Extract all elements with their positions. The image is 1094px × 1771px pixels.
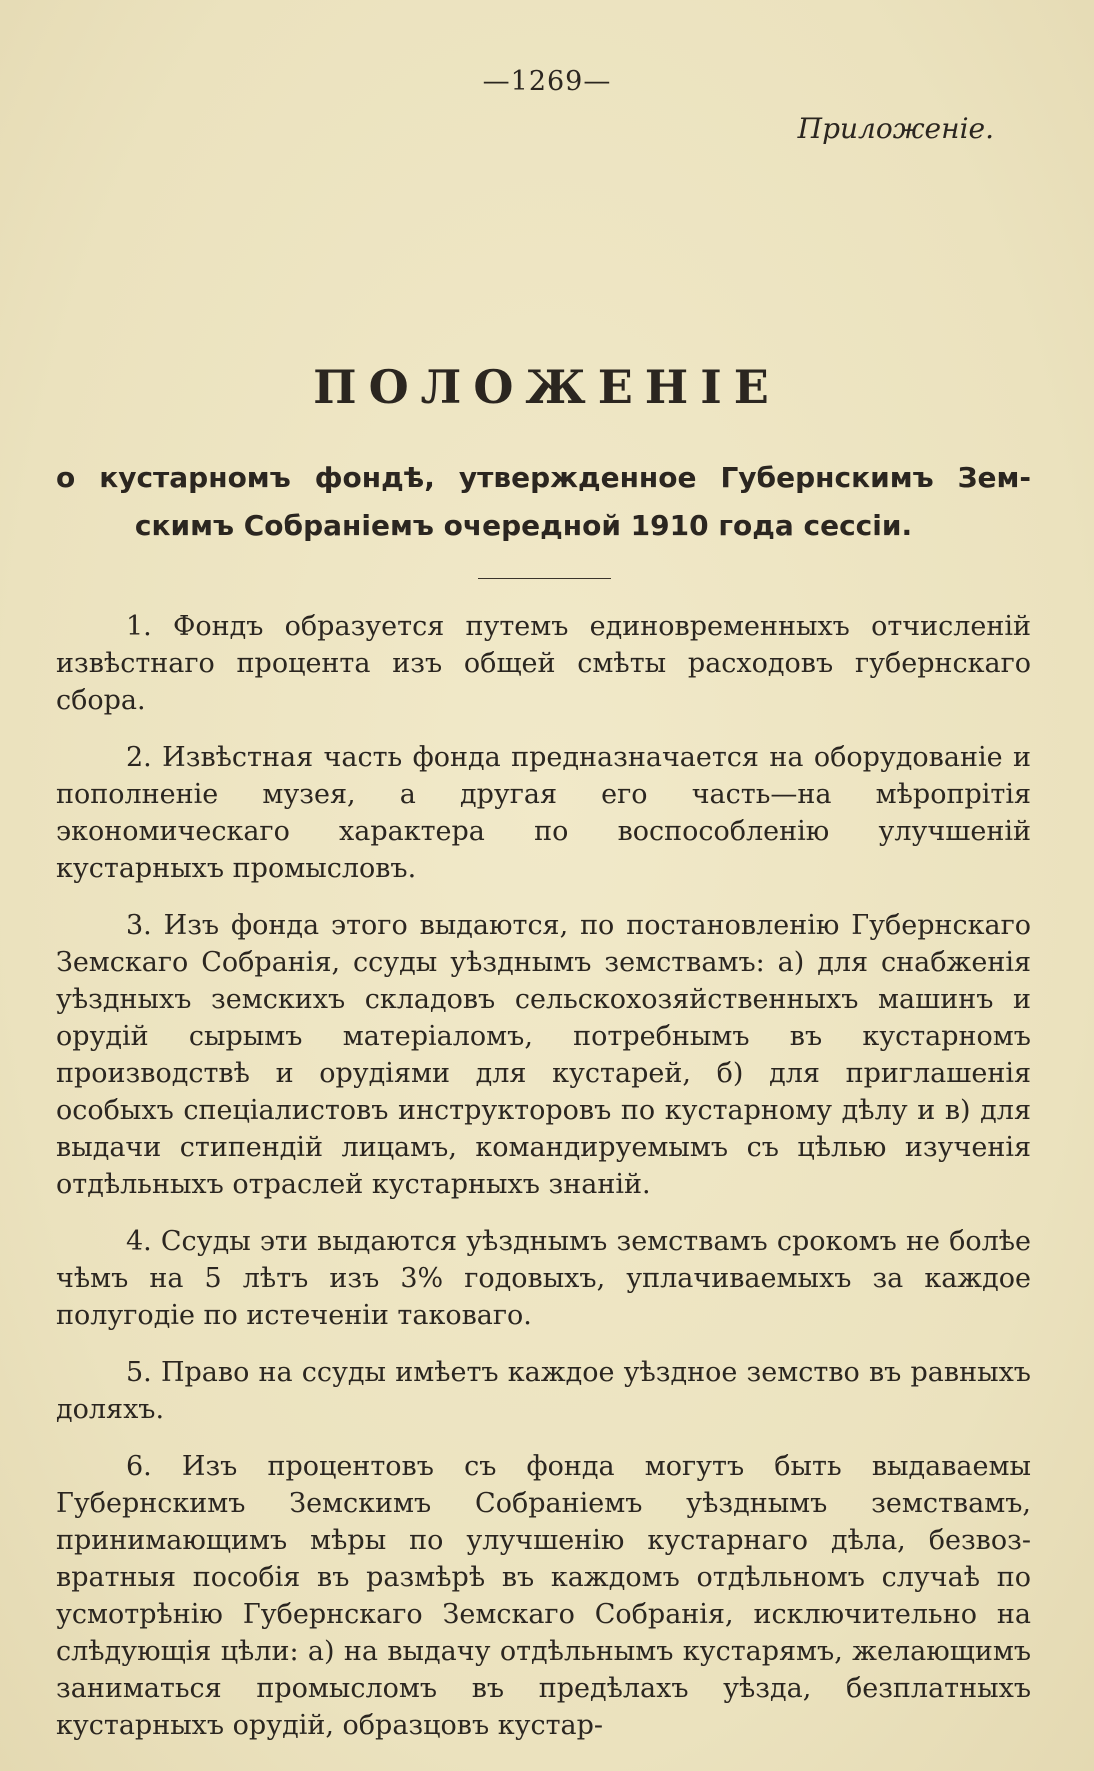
document-subtitle xyxy=(56,454,1031,550)
paragraph-6: 6. Изъ процентовъ съ фонда могутъ быть выдаваемы Губернскимъ Земскимъ Собраніемъ уѣзднымъ земствамъ, принимающимъ мѣры по улучшенію кустарнаго дѣла, безвозвратныя пособія въ размѣрѣ въ каждомъ отдѣльномъ случаѣ по усмотрѣнію Губернскаго Земскаго Собранія, исключительно на слѣдующія цѣли: а) на выдачу отдѣльнымъ кустарямъ, желающимъ заниматься промысломъ въ предѣлахъ уѣзда, безплатныхъ кустарныхъ орудій, образцовъ кустар- xyxy=(56,1451,1031,1741)
paragraph-4: 4. Ссуды эти выдаются уѣзднымъ земствамъ срокомъ не болѣе чѣмъ на 5 лѣтъ изъ 3% годовыхъ, уплачиваемыхъ за каждое полугодіе по истеченіи таковаго. xyxy=(56,1226,1031,1331)
paragraph-5: 5. Право на ссуды имѣетъ каждое уѣздное земство въ равныхъ доляхъ. xyxy=(56,1357,1031,1425)
paragraph-1: 1. Фондъ образуется путемъ единовременныхъ отчисленій извѣстнаго процента изъ общей смѣты расходовъ губернскаго сбора. xyxy=(56,611,1031,716)
paragraph-3: 3. Изъ фонда этого выдаются, по постановленію Губернскаго Земскаго Собранія, ссуды уѣзднымъ земствамъ: а) для снабженія уѣздныхъ земскихъ складовъ сельскохозяйственныхъ машинъ и орудій сырымъ матеріаломъ, потребнымъ въ кустарномъ производствѣ и орудіями для кустарей, б) для приглашенія особыхъ спеціалистовъ инструкторовъ по кустарному дѣлу и в) для выдачи стипендій лицамъ, командируемымъ съ цѣлью изученія отдѣльныхъ отраслей кустарныхъ знаній. xyxy=(56,910,1031,1200)
subtitle-line-1: о кустарномъ фондѣ, утвержденное Губернскимъ Зем- xyxy=(56,461,1031,494)
section-label: Приложеніе. xyxy=(797,112,994,145)
document-body xyxy=(56,608,1031,1744)
paragraph-2: 2. Извѣстная часть фонда предназначается на оборудованіе и пополненіе музея, а другая его часть—на мѣропрітія экономическаго характера по воспособленію улучшеній кустарныхъ промысловъ. xyxy=(56,742,1031,884)
subtitle-line-2: скимъ Собраніемъ очередной 1910 года сессіи. xyxy=(134,509,913,542)
document-title: ПОЛОЖЕНІЕ xyxy=(313,360,781,414)
title-divider xyxy=(478,578,611,579)
page-number: —1269— xyxy=(482,66,612,97)
